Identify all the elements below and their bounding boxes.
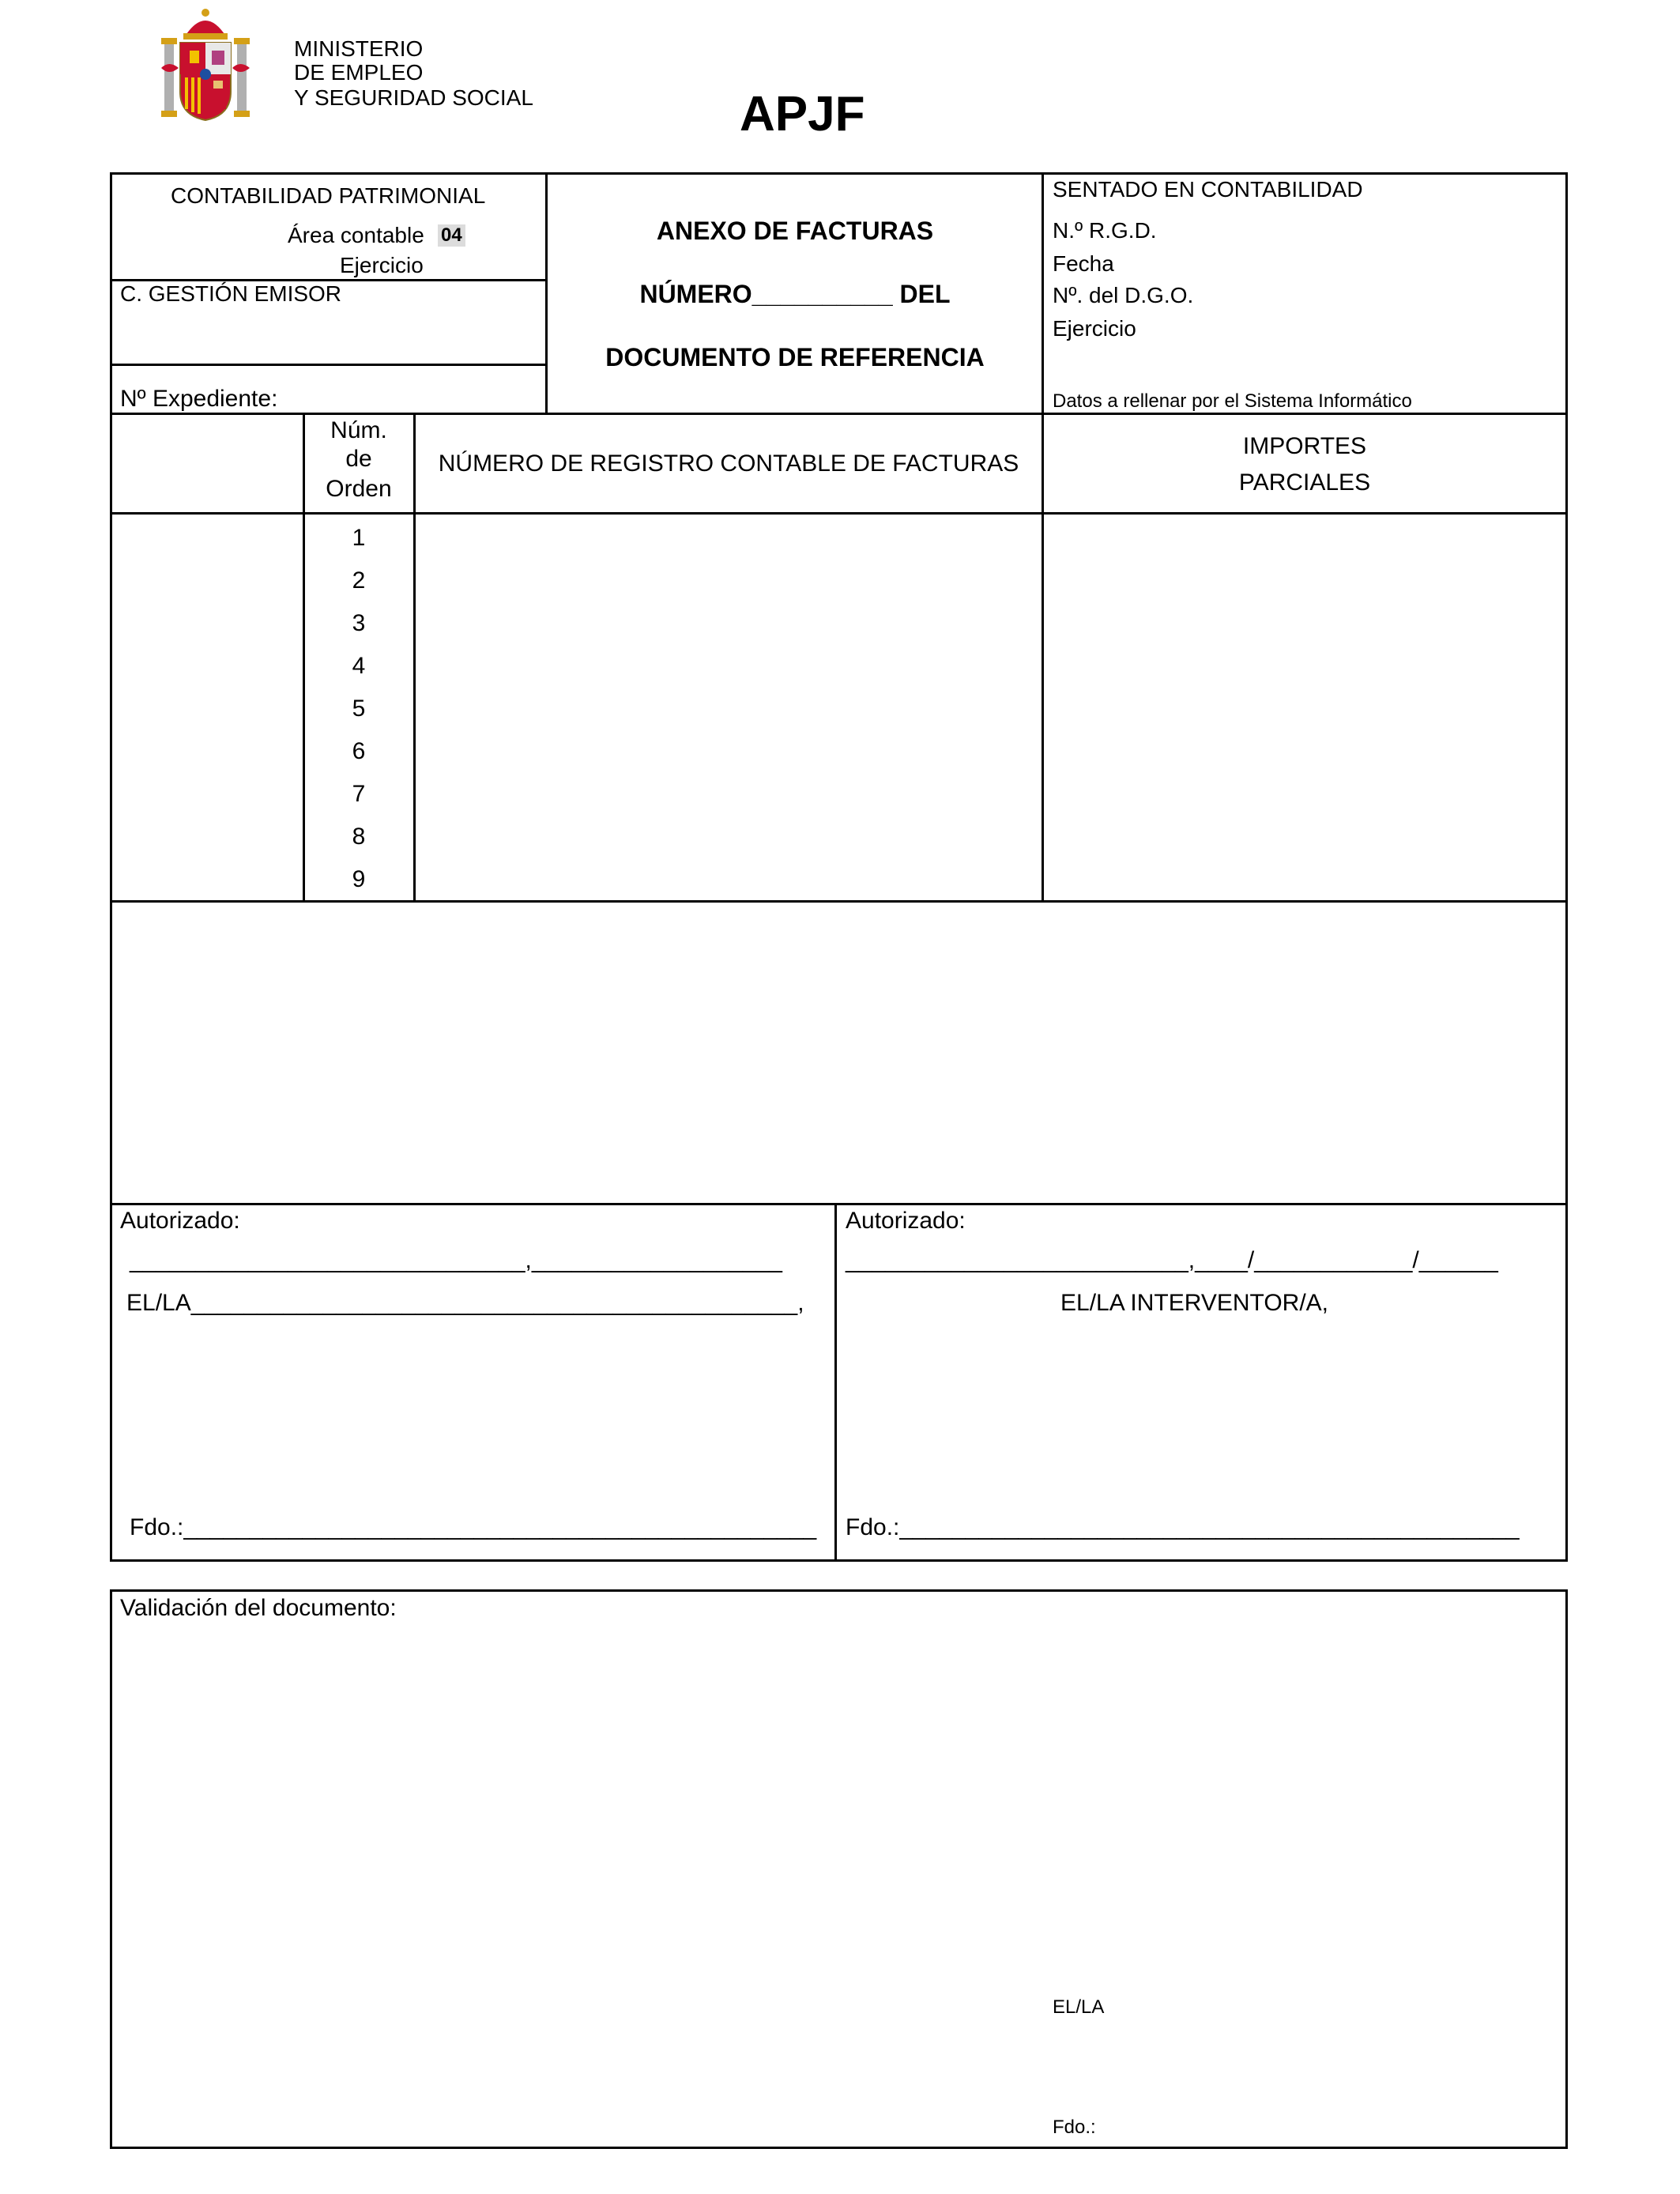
divider-auth-top xyxy=(110,1203,1568,1205)
divider-header-bottom xyxy=(110,413,1568,415)
area-contable-value: 04 xyxy=(438,224,465,247)
auth-right-line1: __________________________,____/____________/______ xyxy=(846,1247,1498,1273)
ministry-line-2: DE EMPLEO xyxy=(294,60,424,85)
form-code-title: APJF xyxy=(740,87,865,141)
table-row-number: 1 xyxy=(352,525,366,551)
auth-left-signature: Fdo.:________________________________________________ xyxy=(130,1514,817,1540)
validation-fdo: Fdo.: xyxy=(1053,2117,1096,2138)
table-row-number: 5 xyxy=(352,696,366,722)
documento-referencia-title: DOCUMENTO DE REFERENCIA xyxy=(605,343,985,371)
divider-auth-v xyxy=(834,1203,837,1562)
main-form xyxy=(110,172,1568,1562)
table-row-number: 3 xyxy=(352,610,366,636)
anexo-facturas-title: ANEXO DE FACTURAS xyxy=(656,217,934,245)
numero-del-title: NÚMERO__________ DEL xyxy=(639,280,951,308)
interventor-label: EL/LA INTERVENTOR/A, xyxy=(1060,1290,1329,1316)
auth-right-title: Autorizado: xyxy=(846,1208,966,1234)
col-num-line3: Orden xyxy=(326,476,392,502)
auth-left-title: Autorizado: xyxy=(120,1208,240,1234)
col-importes-line2: PARCIALES xyxy=(1238,469,1371,496)
fecha-label: Fecha xyxy=(1053,251,1114,276)
table-row-number: 2 xyxy=(352,567,366,594)
col-num-line1: Núm. xyxy=(330,417,387,443)
divider-table-header xyxy=(110,512,1568,515)
validation-box xyxy=(110,1589,1568,2149)
expediente-label: Nº Expediente: xyxy=(120,386,278,412)
auth-left-line2: EL/LA______________________________________________, xyxy=(126,1290,804,1316)
ministry-line-3: Y SEGURIDAD SOCIAL xyxy=(294,85,533,110)
sentado-contabilidad-title: SENTADO EN CONTABILIDAD xyxy=(1053,177,1363,202)
auth-right-signature: Fdo.:_______________________________________________ xyxy=(846,1514,1520,1540)
table-row-number: 4 xyxy=(352,653,366,679)
validation-title: Validación del documento: xyxy=(120,1595,397,1621)
table-row-number: 7 xyxy=(352,781,366,807)
dgo-label: Nº. del D.G.O. xyxy=(1053,283,1194,307)
divider-table-bottom xyxy=(110,900,1568,903)
system-note: Datos a rellenar por el Sistema Informático xyxy=(1053,390,1412,412)
divider-table-v2 xyxy=(413,413,416,902)
col-num-line2: de xyxy=(345,446,372,472)
divider-left-2 xyxy=(110,364,547,366)
table-row-number: 6 xyxy=(352,738,366,764)
gestion-emisor-label: C. GESTIÓN EMISOR xyxy=(120,281,342,306)
ejercicio-right-label: Ejercicio xyxy=(1053,316,1136,341)
rgd-label: N.º R.G.D. xyxy=(1053,218,1157,243)
area-contable-label: Área contable xyxy=(288,223,424,247)
contabilidad-patrimonial-title: CONTABILIDAD PATRIMONIAL xyxy=(171,183,486,208)
col-importes-line1: IMPORTES xyxy=(1242,433,1367,459)
table-row-number: 8 xyxy=(352,824,366,850)
col-registro-header: NÚMERO DE REGISTRO CONTABLE DE FACTURAS xyxy=(438,450,1019,477)
auth-left-line1: ______________________________,___________________ xyxy=(130,1247,782,1273)
coat-of-arms-logo xyxy=(161,5,250,123)
ministry-line-1: MINISTERIO xyxy=(294,36,424,61)
validation-el-la: EL/LA xyxy=(1053,1996,1105,2018)
ejercicio-label: Ejercicio xyxy=(340,253,424,277)
table-row-number: 9 xyxy=(352,866,366,892)
